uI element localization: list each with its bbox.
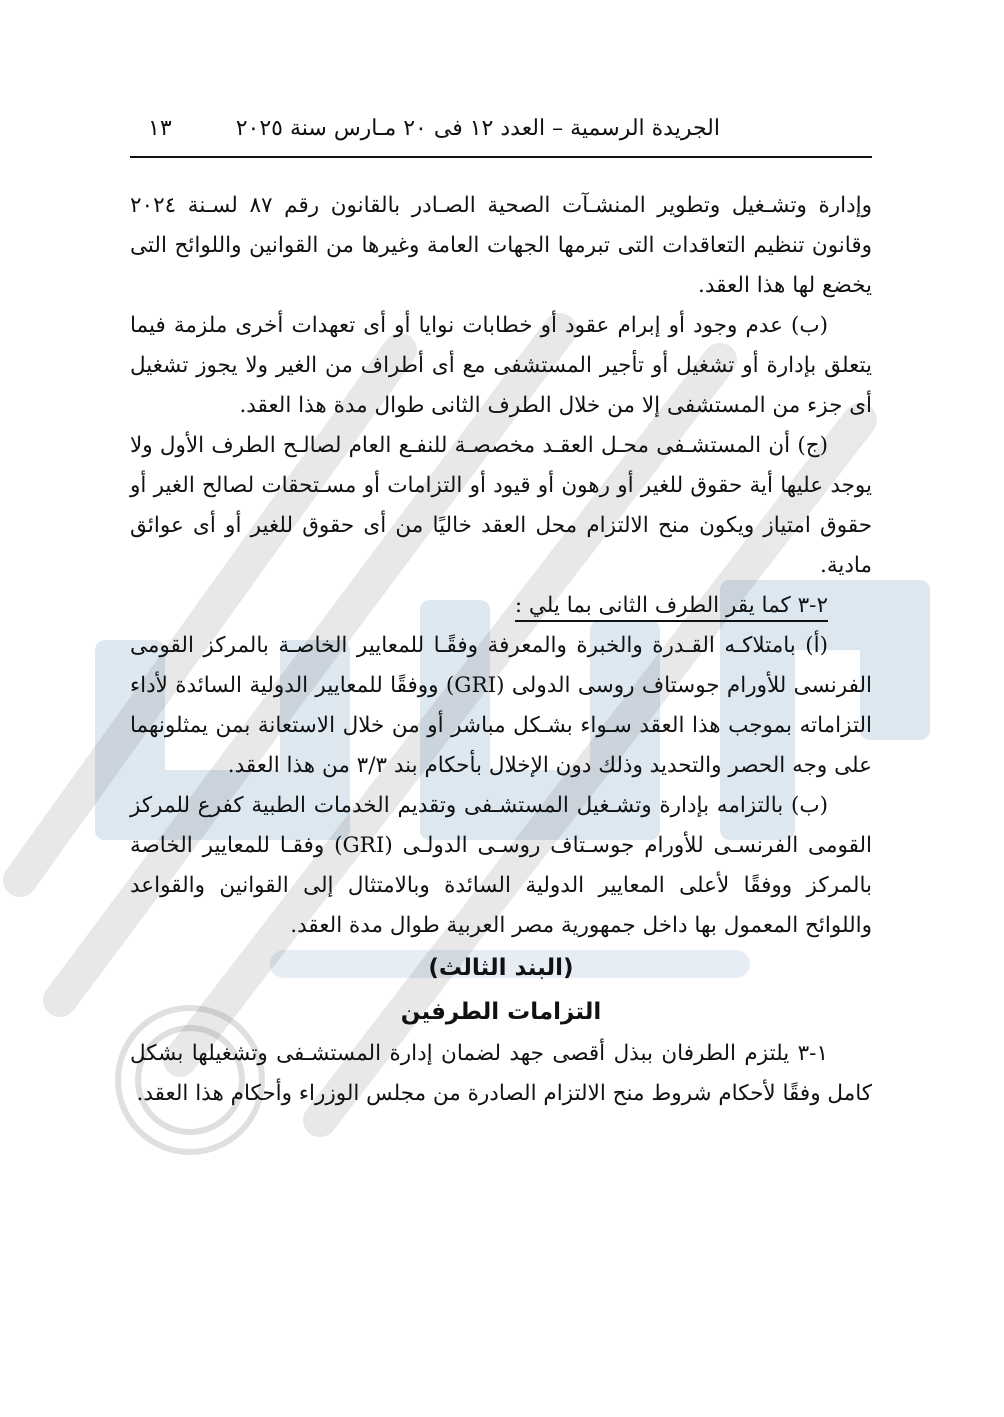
gazette-title: الجريدة الرسمية – العدد ١٢ فى ٢٠ مـارس سنة ٢٠٢٥	[235, 116, 720, 141]
page-header	[130, 112, 870, 156]
clause-a-capability: (أ) بامتلاكـه القـدرة والخبرة والمعرفة وفقًـا للمعايير الخاصـة بالمركز القومى الفرنسى للأورام جوستاف روسى الدولى (GRI) ووفقًا للمعايير الدولية السائدة لأداء التزاماته بموجب هذا العقد سـواء بشـكل مباشر أو من خلال الاستعانة بمن يمثلونهما على وجه الحصر والتحديد وذلك دون الإخلال بأحكام بند ٣/٣ من هذا العقد.	[130, 633, 872, 778]
clause-2-3-text: ٢-٣ كما يقر الطرف الثانى بما يلي :	[515, 593, 828, 622]
page-number: ١٣	[148, 116, 172, 141]
header-divider	[130, 156, 872, 158]
section-number-heading: (البند الثالث)	[428, 955, 574, 981]
document-body	[130, 186, 872, 1114]
clause-2-3-heading	[130, 586, 872, 626]
paragraph-continuation: وإدارة وتشـغيل وتطوير المنشـآت الصحية الصـادر بالقانون رقم ٨٧ لسـنة ٢٠٢٤ وقانون تنظيم التعاقدات التى تبرمها الجهات العامة وغيرها من القوانين واللوائح التى يخضع لها هذا العقد.	[130, 193, 873, 298]
clause-c-public-benefit: (ج) أن المستشـفى محـل العقـد مخصصـة للنفـع العام لصالـح الطرف الأول ولا يوجد عليها أية حقوق للغير أو رهون أو قيود أو التزامات أو مسـتحقات لصالح الغير أو حقوق امتياز ويكون منح الالتزام محل العقد خاليًا من أى حقوق للغير أو أى عوائق مادية.	[130, 433, 872, 578]
clause-b-operation: (ب) بالتزامه بإدارة وتشـغيل المستشـفى وتقديم الخدمات الطبية كفرع للمركز القومى الفرنسـى للأورام جوسـتاف روسـى الدولـى (GRI) وفقـا للمعايير الخاصة بالمركز ووفقًا لأعلى المعايير الدولية السائدة وبالامتثال إلى القوانين والقواعد واللوائح المعمول بها داخل جمهورية مصر العربية طوال مدة العقد.	[130, 793, 872, 938]
clause-3-1-efforts: ١-٣ يلتزم الطرفان ببذل أقصى جهد لضمان إدارة المستشـفى وتشغيلها بشكل كامل وفقًا لأحكام شروط منح الالتزام الصادرة من مجلس الوزراء وأحكام هذا العقد.	[130, 1041, 872, 1106]
clause-b-no-contracts: (ب) عدم وجود أو إبرام عقود أو خطابات نوايا أو أى تعهدات أخرى ملزمة فيما يتعلق بإدارة أو تشغيل أو تأجير المستشفى مع أى أطراف من الغير ولا يجوز تشغيل أى جزء من المستشفى إلا من خلال الطرف الثانى طوال مدة هذا العقد.	[130, 313, 872, 418]
section-title-heading: التزامات الطرفين	[400, 999, 602, 1025]
